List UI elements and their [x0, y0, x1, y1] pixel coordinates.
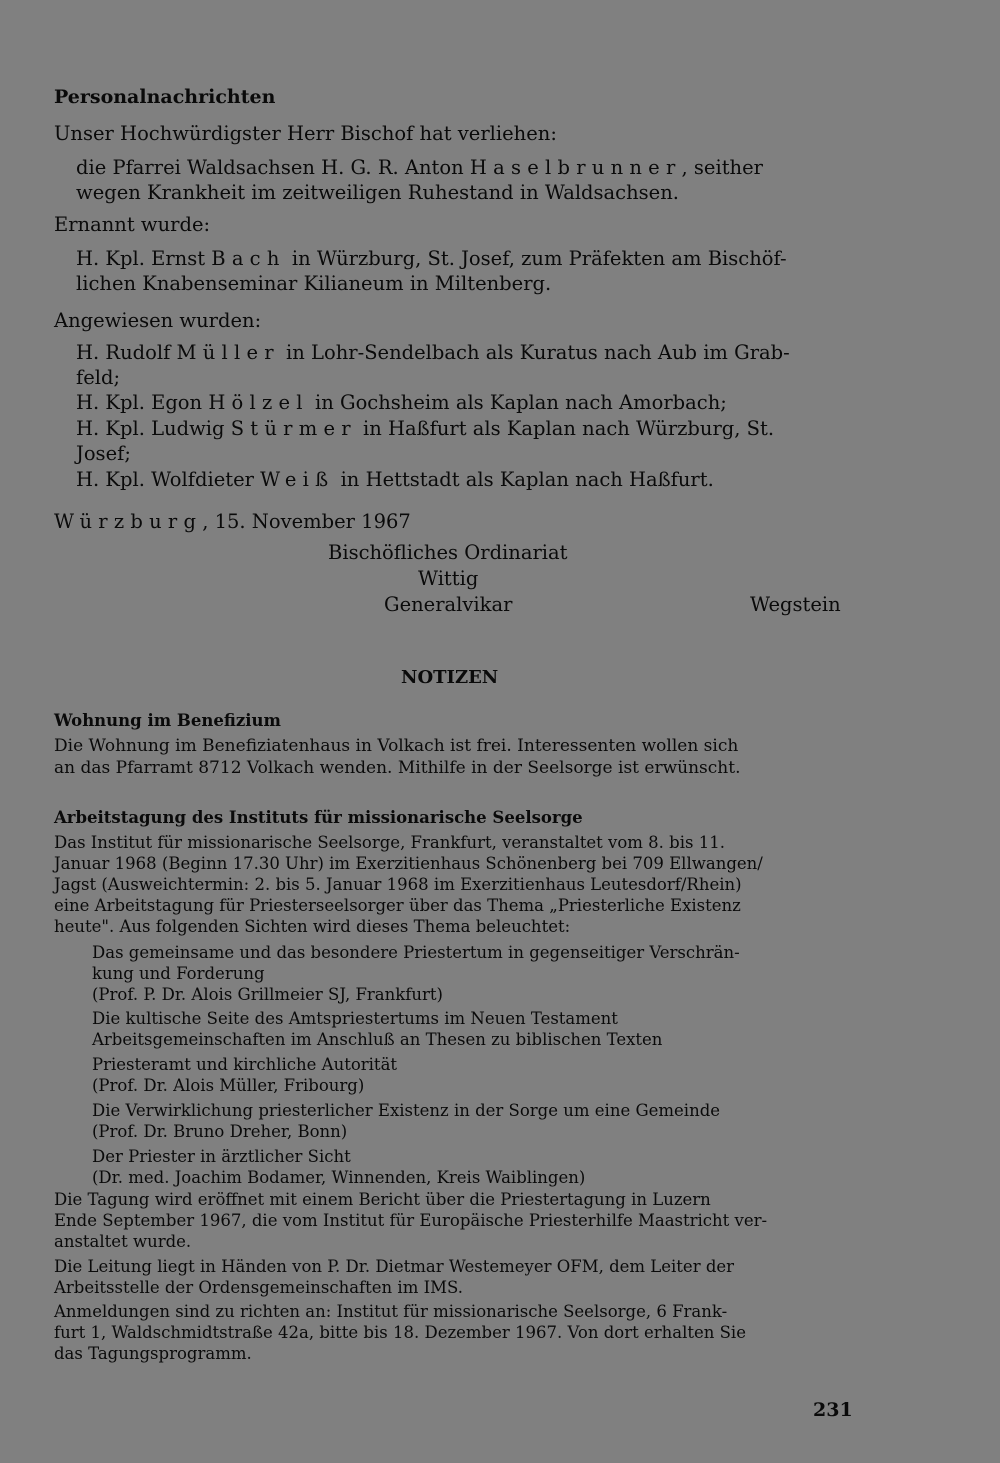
stuermer-entry: H. Kpl. Ludwig Stürmer in Haßfurt als Kaplan nach Würzburg, St. Josef;: [76, 417, 775, 465]
signature-wittig: Wittig: [418, 567, 479, 590]
angewiesen-line: Angewiesen wurden:: [54, 309, 262, 332]
person-name: Bach: [211, 247, 286, 270]
person-name: Weiß: [260, 468, 335, 491]
topic-item: Priesteramt und kirchliche Autorität (Prof. Dr. Alois Müller, Fribourg): [92, 1055, 398, 1095]
topic-item: Das gemeinsame und das besondere Priestertum in gegenseitiger Verschrän- kung und Forderung (Prof. P. Dr. Alois Grillmeier SJ, Frankfurt): [92, 943, 740, 1004]
verliehen-line: Unser Hochwürdigster Herr Bischof hat verliehen:: [54, 122, 557, 145]
wohnung-heading: Wohnung im Benefizium: [54, 711, 281, 730]
topic-item: Die kultische Seite des Amtspriestertums im Neuen Testament Arbeitsgemeinschaften im Anschluß an Thesen zu biblischen Texten: [92, 1009, 663, 1049]
topic-item: Der Priester in ärztlicher Sicht (Dr. med. Joachim Bodamer, Winnenden, Kreis Waiblingen): [92, 1147, 586, 1187]
wohnung-text: Die Wohnung im Benefiziatenhaus in Volkach ist frei. Interessenten wollen sich an das Pfarramt 8712 Volkach wenden. Mithilfe in der Seelsorge ist erwünscht.: [54, 736, 741, 778]
pfarrei-entry: die Pfarrei Waldsachsen H. G. R. Anton Haselbrunner, seither wegen Krankheit im zeitweiligen Ruhestand in Waldsachsen.: [76, 156, 763, 204]
anmeldung-paragraph: Anmeldungen sind zu richten an: Institut für missionarische Seelsorge, 6 Frank- furt 1, Waldschmidtstraße 42a, bitte bis 18. Dezember 1967. Von dort erhalten Sie das Tagungsprogramm.: [54, 1302, 746, 1363]
ernannt-line: Ernannt wurde:: [54, 213, 211, 236]
notizen-heading: NOTIZEN: [401, 667, 499, 688]
arbeitstagung-heading: Arbeitstagung des Instituts für missionarische Seelsorge: [54, 808, 583, 827]
weiss-entry: H. Kpl. Wolfdieter Weiß in Hettstadt als Kaplan nach Haßfurt.: [76, 468, 714, 491]
person-name: Haselbrunner: [469, 156, 682, 179]
leitung-paragraph: Die Leitung liegt in Händen von P. Dr. Dietmar Westemeyer OFM, dem Leiter der Arbeitsstelle der Ordensgemeinschaften im IMS.: [54, 1257, 735, 1297]
tagung-paragraph: Die Tagung wird eröffnet mit einem Bericht über die Priestertagung in Luzern Ende September 1967, die vom Institut für Europäische Priesterhilfe Maastricht ver- anstaltet wurde.: [54, 1190, 768, 1251]
bach-entry: H. Kpl. Ernst Bach in Würzburg, St. Josef, zum Präfekten am Bischöf- lichen Knabenseminar Kilianeum in Miltenberg.: [76, 247, 787, 295]
mueller-entry: H. Rudolf Müller in Lohr-Sendelbach als Kuratus nach Aub im Grab- feld;: [76, 341, 790, 389]
hoelzel-entry: H. Kpl. Egon Hölzel in Gochsheim als Kaplan nach Amorbach;: [76, 391, 727, 414]
place-date: Würzburg, 15. November 1967: [54, 510, 411, 533]
topic-item: Die Verwirklichung priesterlicher Existenz in der Sorge um eine Gemeinde (Prof. Dr. Bruno Dreher, Bonn): [92, 1101, 721, 1141]
section-heading-personalnachrichten: Personalnachrichten: [54, 86, 276, 108]
person-name: Stürmer: [230, 417, 357, 440]
person-name: Hölzel: [208, 391, 309, 414]
arbeitstagung-intro: Das Institut für missionarische Seelsorge, Frankfurt, veranstaltet vom 8. bis 11. Januar 1968 (Beginn 17.30 Uhr) im Exerzitienhaus Schönenberg bei 709 Ellwangen/ Jagst (Ausweichtermin: 2. bis 5. Januar 1968 im Exerzitienhaus Leutesdorf/Rhein) eine Arbeitstagung für Priesterseelsorger über das Thema „Priesterliche Existenz heute". Aus folgenden Sichten wird dieses Thema beleuchtet:: [54, 833, 763, 936]
generalvikar-label: Generalvikar: [384, 593, 513, 616]
page-number: 231: [813, 1399, 853, 1421]
person-name: Müller: [176, 341, 280, 364]
signature-wegstein: Wegstein: [750, 593, 841, 616]
place-name: Würzburg: [54, 510, 203, 533]
ordinariat-label: Bischöfliches Ordinariat: [328, 541, 568, 564]
